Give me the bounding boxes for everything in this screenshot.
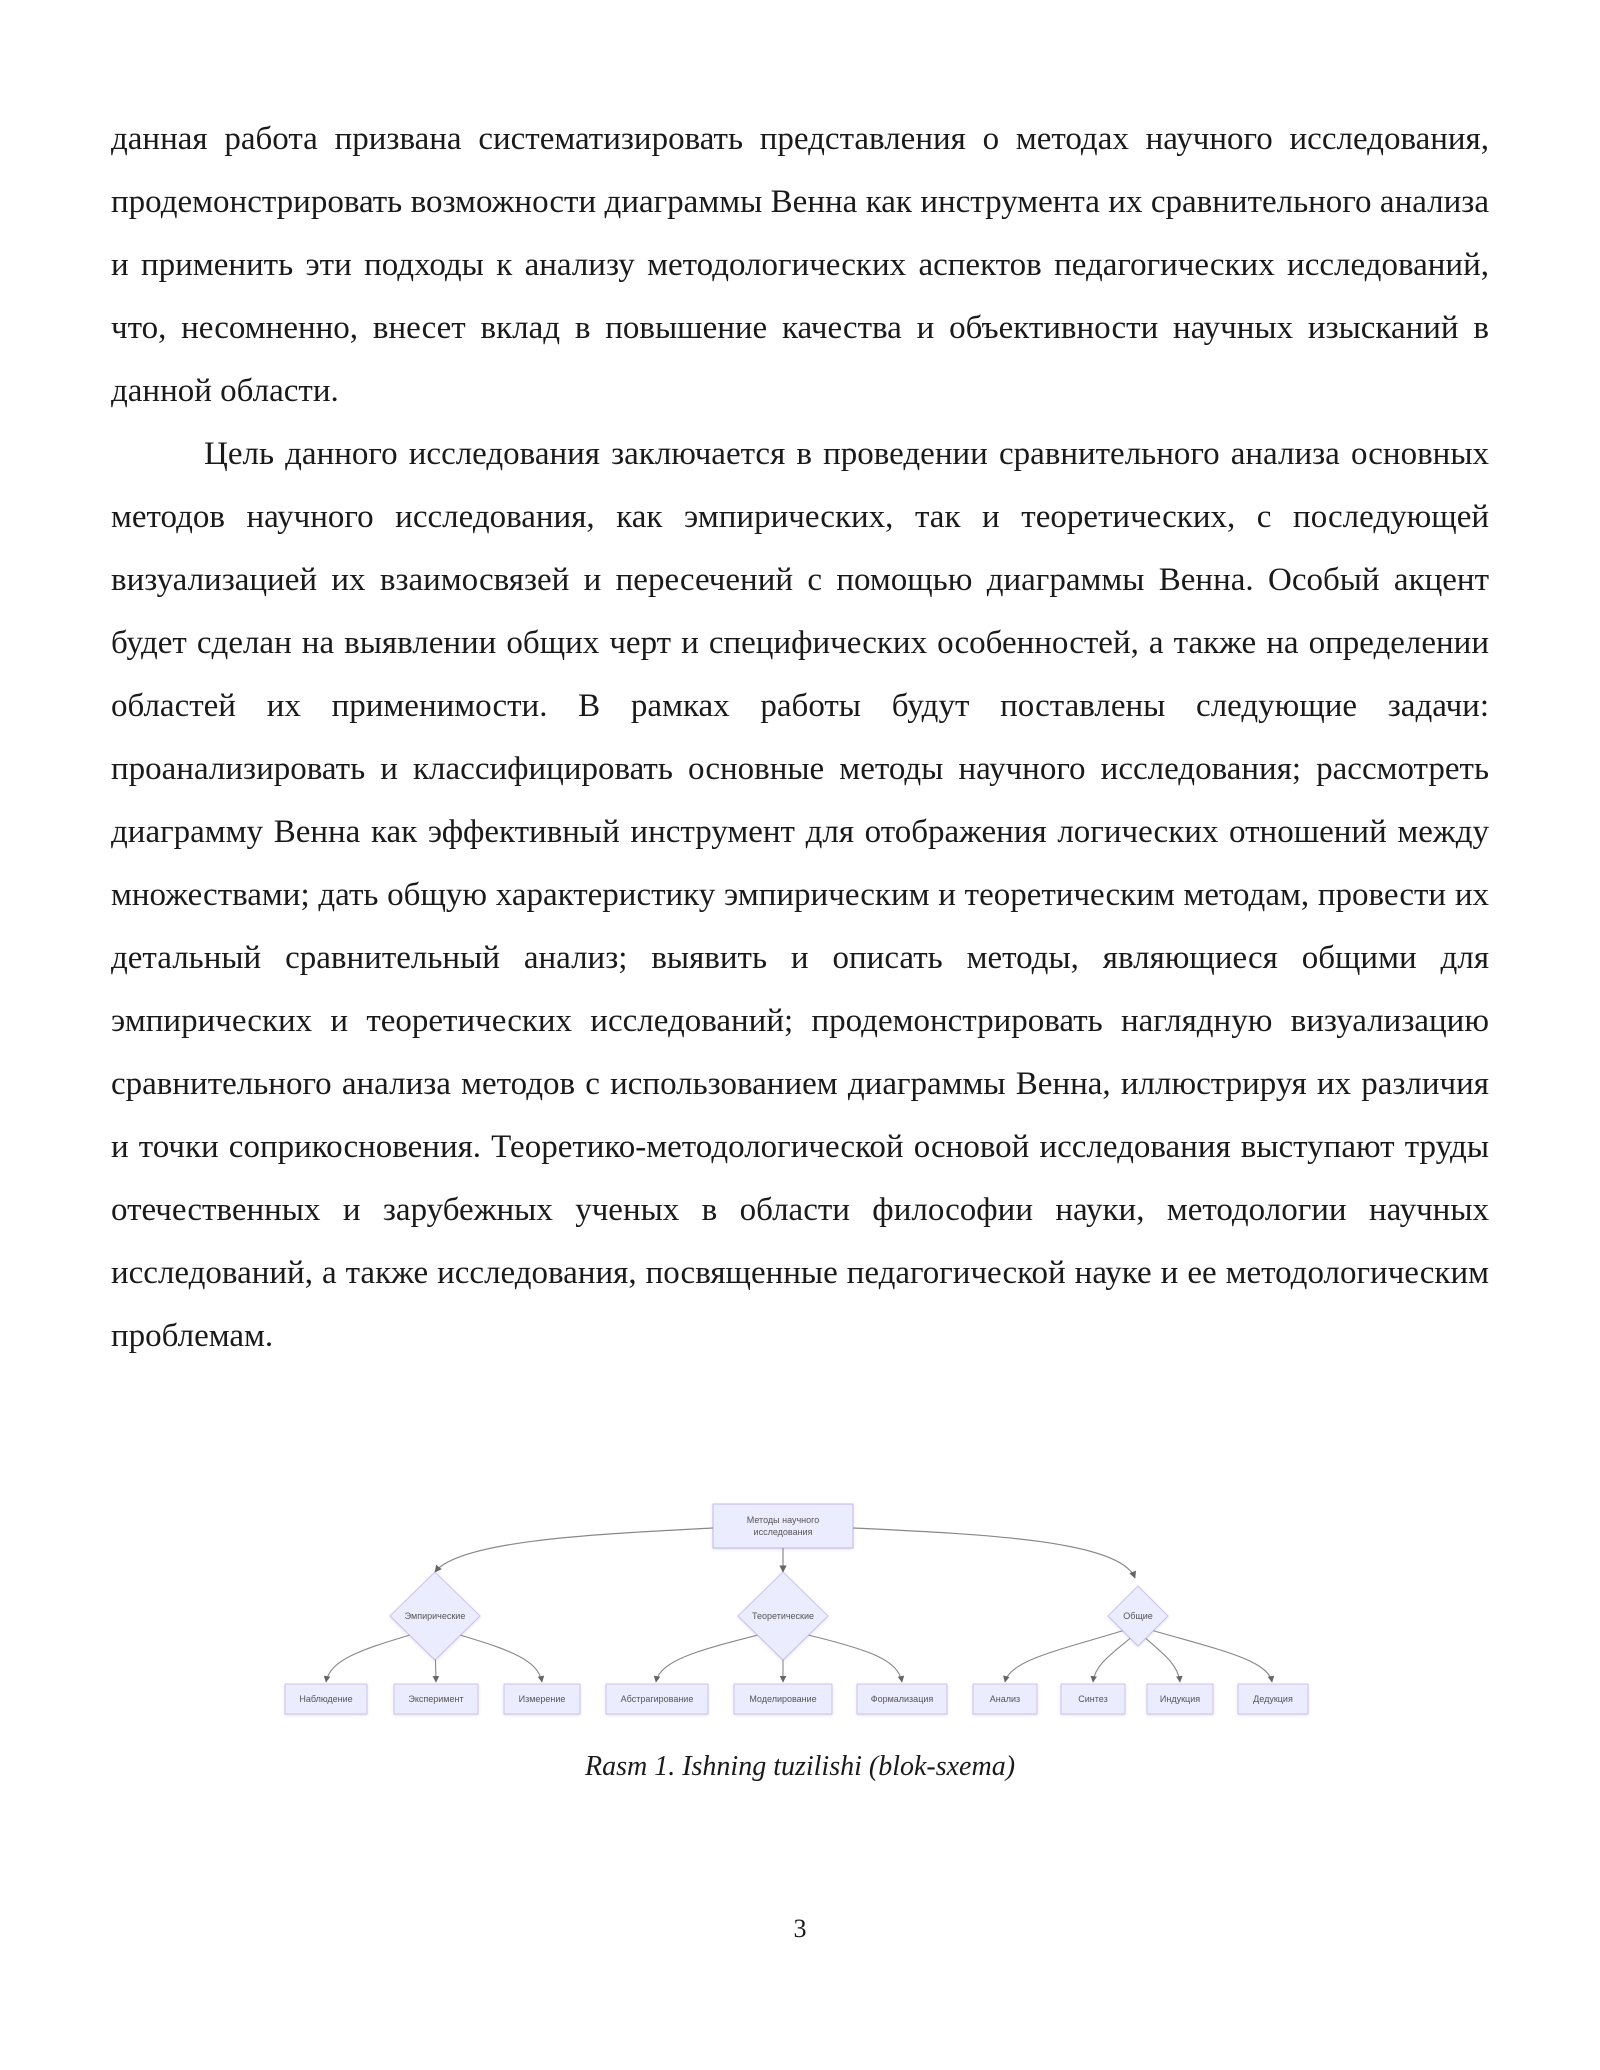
svg-text:Формализация: Формализация (870, 1694, 934, 1704)
edge-root-general (853, 1528, 1135, 1578)
edge-theo-3 (808, 1635, 902, 1682)
leaf-deduction (1238, 1684, 1308, 1714)
leaf-formalization (857, 1684, 947, 1714)
leaf-induction (1147, 1684, 1213, 1714)
edge-emp-3 (460, 1635, 542, 1682)
svg-text:Эксперимент: Эксперимент (408, 1694, 464, 1704)
svg-text:Моделирование: Моделирование (749, 1694, 817, 1704)
figure-flowchart (0, 1490, 1600, 1740)
node-root-line-1: Методы научного (746, 1515, 820, 1525)
figure-caption: Rasm 1. Ishning tuzilishi (blok-sxema) (584, 1751, 1016, 1782)
svg-text:Синтез: Синтез (1078, 1694, 1108, 1704)
leaf-experiment (394, 1684, 478, 1714)
node-general-label: Общие (1123, 1611, 1153, 1621)
svg-text:Абстрагирование: Абстрагирование (620, 1694, 694, 1704)
edge-root-empirical (435, 1528, 713, 1572)
node-theoretical (738, 1572, 828, 1660)
leaf-observation (285, 1684, 367, 1714)
leaf-synthesis (1061, 1684, 1125, 1714)
edge-theo-1 (656, 1635, 758, 1682)
paragraph-1: данная работа призвана систематизировать представления о методах научного исследования, продемонстрировать возможности диаграммы Венна как инструмента их сравнительного анализа и применить эти подходы к анализу методологических аспектов педагогических исследований, что, несомненно, внесет вклад в повышение качества и объективности научных изысканий в данной области. (111, 121, 1489, 409)
flowchart-svg (0, 1490, 1600, 1740)
leaf-modeling (734, 1684, 832, 1714)
paragraph-2: Цель данного исследования заключается в проведении сравнительного анализа основных методов научного исследования, как эмпирических, так и теоретических, с последующей визуализацией их взаимосвязей и пересечений с помощью диаграммы Венна. Особый акцент будет сделан на выявлении общих черт и специфических особенностей, а также на определении областей их применимости. В рамках работы будут поставлены следующие задачи: проанализировать и классифицировать основные методы научного исследования; рассмотреть диаграмму Венна как эффективный инструмент для отображения логических отношений между множествами; дать общую характеристику эмпирическим и теоретическим методам, провести их детальный сравнительный анализ; выявить и описать методы, являющиеся общими для эмпирических и теоретических исследований; продемонстрировать наглядную визуализацию сравнительного анализа методов с использованием диаграммы Венна, иллюстрируя их различия и точки соприкосновения. Теоретико-методологической основой исследования выступают труды отечественных и зарубежных ученых в области философии науки, методологии научных исследований, а также исследования, посвященные педагогической науке и ее методологическим проблемам. (111, 436, 1489, 1354)
node-root-line-2: исследования (753, 1527, 813, 1537)
leaf-abstraction (606, 1684, 708, 1714)
svg-text:Дедукция: Дедукция (1253, 1694, 1293, 1704)
leaf-analysis (973, 1684, 1037, 1714)
node-theoretical-label: Теоретические (751, 1611, 815, 1621)
node-general (1108, 1586, 1168, 1646)
svg-text:Наблюдение: Наблюдение (299, 1694, 353, 1704)
edge-gen-1 (1005, 1630, 1125, 1682)
edge-emp-1 (326, 1635, 410, 1682)
page-number: 3 (793, 1914, 807, 1943)
node-empirical-label: Эмпирические (404, 1611, 466, 1621)
node-empirical (390, 1572, 480, 1660)
node-root (713, 1504, 853, 1548)
body-text (111, 108, 1489, 1368)
leaf-measurement (504, 1684, 580, 1714)
svg-text:Измерение: Измерение (518, 1694, 566, 1704)
edge-gen-2 (1093, 1636, 1133, 1682)
edge-gen-3 (1143, 1636, 1180, 1682)
edge-gen-4 (1151, 1630, 1272, 1682)
svg-text:Анализ: Анализ (989, 1694, 1021, 1704)
svg-text:Индукция: Индукция (1159, 1694, 1201, 1704)
